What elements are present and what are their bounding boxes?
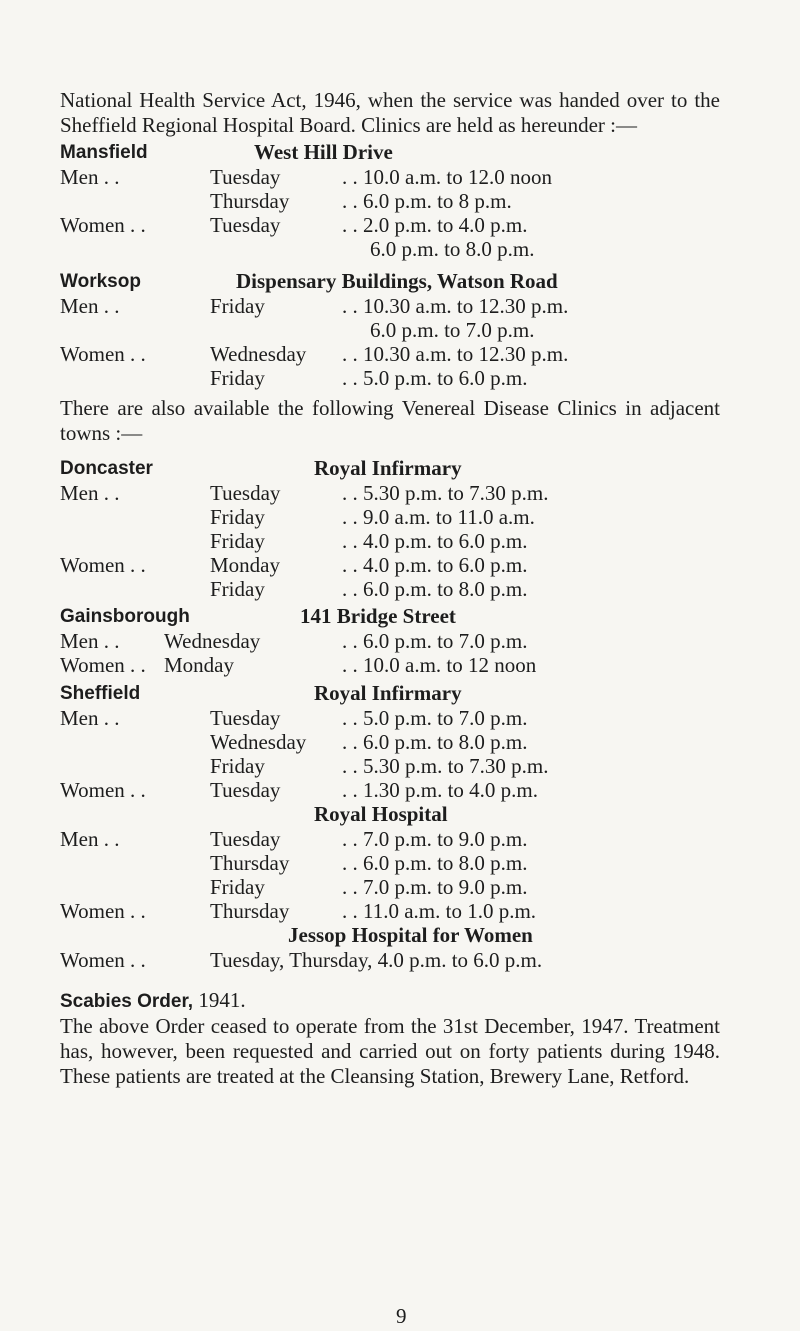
- day-label: Friday: [210, 529, 265, 553]
- schedule-row: [60, 294, 720, 318]
- schedule-row: [60, 366, 720, 390]
- sheffield-infirmary-schedule: [60, 706, 720, 802]
- day-label: Tuesday: [210, 827, 281, 851]
- venue-name: Jessop Hospital for Women: [288, 923, 533, 947]
- sheffield-heading: [60, 681, 720, 706]
- venue-name: Royal Hospital: [314, 802, 448, 826]
- group-label: Men . .: [60, 706, 120, 730]
- schedule-row: [60, 165, 720, 189]
- group-label: Women . .: [60, 342, 146, 366]
- group-label: Women . .: [60, 899, 146, 923]
- town-name: Gainsborough: [60, 606, 190, 627]
- time-label: . . 5.0 p.m. to 7.0 p.m.: [342, 706, 528, 730]
- venue-name: Dispensary Buildings, Watson Road: [236, 269, 558, 293]
- time-label: . . 7.0 p.m. to 9.0 p.m.: [342, 875, 528, 899]
- group-label: Men . .: [60, 165, 120, 189]
- town-name: Doncaster: [60, 458, 153, 479]
- jessop-hospital-heading: [60, 923, 720, 948]
- time-label: 6.0 p.m. to 8.0 p.m.: [370, 237, 535, 261]
- time-label: . . 4.0 p.m. to 6.0 p.m.: [342, 553, 528, 577]
- worksop-schedule: [60, 294, 720, 390]
- document-page: [60, 88, 720, 1089]
- doncaster-schedule: [60, 481, 720, 601]
- group-label: Women . .: [60, 948, 146, 972]
- schedule-row: [60, 318, 720, 342]
- schedule-row: [60, 730, 720, 754]
- schedule-row: [60, 629, 720, 653]
- time-label: . . 5.30 p.m. to 7.30 p.m.: [342, 754, 549, 778]
- time-label: . . 7.0 p.m. to 9.0 p.m.: [342, 827, 528, 851]
- day-label: Friday: [210, 577, 265, 601]
- group-label: Men . .: [60, 294, 120, 318]
- mansfield-heading: [60, 140, 720, 165]
- worksop-heading: [60, 269, 720, 294]
- intro-paragraph: National Health Service Act, 1946, when the service was handed over to the Sheffield Regional Hospital Board. Clinics are held as hereunder :—: [60, 88, 720, 137]
- day-label: Tuesday: [210, 706, 281, 730]
- town-name: Sheffield: [60, 683, 141, 704]
- venue-name: 141 Bridge Street: [300, 604, 456, 628]
- schedule-row: [60, 778, 720, 802]
- schedule-row: [60, 529, 720, 553]
- time-label: . . 6.0 p.m. to 8.0 p.m.: [342, 577, 528, 601]
- royal-hospital-heading: [60, 802, 720, 827]
- day-label: Monday: [164, 653, 234, 677]
- gainsborough-heading: [60, 604, 720, 629]
- time-label: . . 10.30 a.m. to 12.30 p.m.: [342, 342, 569, 366]
- day-label: Friday: [210, 875, 265, 899]
- schedule-row: [60, 553, 720, 577]
- day-label: Monday: [210, 553, 280, 577]
- group-label: Women . .: [60, 553, 146, 577]
- group-label: Women . .: [60, 653, 146, 677]
- time-label: . . 10.0 a.m. to 12 noon: [342, 653, 537, 677]
- day-label: Friday: [210, 754, 265, 778]
- time-label: . . 10.30 a.m. to 12.30 p.m.: [342, 294, 569, 318]
- doncaster-heading: [60, 456, 720, 481]
- day-label: Wednesday: [210, 342, 307, 366]
- schedule-row: [60, 653, 720, 677]
- day-label: Tuesday: [210, 778, 281, 802]
- schedule-row: [60, 827, 720, 851]
- scabies-paragraph: The above Order ceased to operate from the 31st December, 1947. Treatment has, however, been requested and carried out on forty patients during 1948. These patients are treated at the Cleansing Station, Brewery Lane, Retford.: [60, 1014, 720, 1088]
- group-label: Men . .: [60, 827, 120, 851]
- time-label: . . 2.0 p.m. to 4.0 p.m.: [342, 213, 528, 237]
- time-label: . . 6.0 p.m. to 7.0 p.m.: [342, 629, 528, 653]
- schedule-row: [60, 342, 720, 366]
- day-label: Tuesday, Thursday, 4.0 p.m. to 6.0 p.m.: [210, 948, 543, 972]
- time-label: 6.0 p.m. to 7.0 p.m.: [370, 318, 535, 342]
- venereal-clinics-paragraph: There are also available the following Venereal Disease Clinics in adjacent towns :—: [60, 396, 720, 445]
- time-label: . . 6.0 p.m. to 8.0 p.m.: [342, 851, 528, 875]
- venue-name: Royal Infirmary: [314, 456, 462, 480]
- schedule-row: [60, 577, 720, 601]
- mansfield-schedule: [60, 165, 720, 261]
- schedule-row: [60, 213, 720, 237]
- page-number: 9: [396, 1304, 407, 1328]
- time-label: . . 5.0 p.m. to 6.0 p.m.: [342, 366, 528, 390]
- schedule-row: [60, 948, 720, 972]
- time-label: . . 5.30 p.m. to 7.30 p.m.: [342, 481, 549, 505]
- time-label: . . 11.0 a.m. to 1.0 p.m.: [342, 899, 537, 923]
- royal-hospital-schedule: [60, 827, 720, 923]
- venue-name: West Hill Drive: [254, 140, 393, 164]
- day-label: Tuesday: [210, 165, 281, 189]
- group-label: Women . .: [60, 778, 146, 802]
- day-label: Tuesday: [210, 213, 281, 237]
- day-label: Thursday: [210, 899, 290, 923]
- day-label: Friday: [210, 505, 265, 529]
- schedule-row: [60, 706, 720, 730]
- day-label: Wednesday: [210, 730, 307, 754]
- group-label: Women . .: [60, 213, 146, 237]
- venue-name: Royal Infirmary: [314, 681, 462, 705]
- time-label: . . 9.0 a.m. to 11.0 a.m.: [342, 505, 535, 529]
- schedule-row: [60, 754, 720, 778]
- town-name: Mansfield: [60, 142, 148, 163]
- scabies-heading: [60, 988, 720, 1014]
- day-label: Tuesday: [210, 481, 281, 505]
- day-label: Friday: [210, 294, 265, 318]
- schedule-row: [60, 875, 720, 899]
- time-label: . . 6.0 p.m. to 8.0 p.m.: [342, 730, 528, 754]
- schedule-row: [60, 899, 720, 923]
- town-name: Worksop: [60, 271, 141, 292]
- day-label: Wednesday: [164, 629, 261, 653]
- time-label: . . 10.0 a.m. to 12.0 noon: [342, 165, 552, 189]
- schedule-row: [60, 189, 720, 213]
- scabies-title: Scabies Order,: [60, 991, 194, 1012]
- schedule-row: [60, 851, 720, 875]
- group-label: Men . .: [60, 481, 120, 505]
- gainsborough-schedule: [60, 629, 720, 677]
- time-label: . . 1.30 p.m. to 4.0 p.m.: [342, 778, 539, 802]
- group-label: Men . .: [60, 629, 120, 653]
- time-label: . . 6.0 p.m. to 8 p.m.: [342, 189, 512, 213]
- scabies-year: 1941.: [193, 988, 246, 1012]
- day-label: Thursday: [210, 851, 290, 875]
- day-label: Thursday: [210, 189, 290, 213]
- jessop-hospital-schedule: [60, 948, 720, 972]
- schedule-row: [60, 237, 720, 261]
- time-label: . . 4.0 p.m. to 6.0 p.m.: [342, 529, 528, 553]
- schedule-row: [60, 505, 720, 529]
- schedule-row: [60, 481, 720, 505]
- day-label: Friday: [210, 366, 265, 390]
